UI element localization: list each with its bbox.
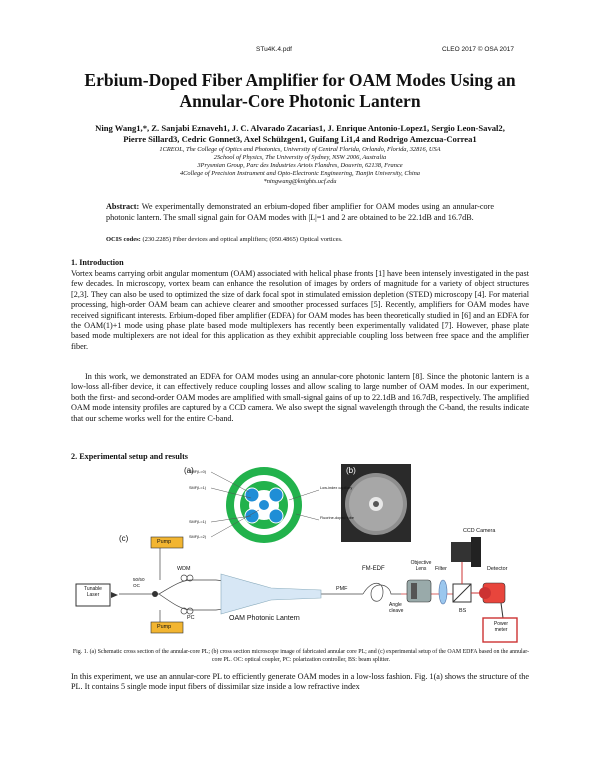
tunable-laser-label: Tunable Laser bbox=[84, 586, 102, 598]
running-header-conference: CLEO 2017 © OSA 2017 bbox=[442, 46, 515, 53]
affiliations: 1CREOL, The College of Optics and Photonics, University of Central Florida, Orlando, Florida, 32816, USA 2School of Physics, The University of Sydney, NSW 2006, Australia 3Prysmian Group, Parc des Industries Artois Flandres, Douvrin, 62138, France 4College of Precision Instrument and Opto-Electronic Engineering, Tianjin University, China *ningwang@knights.ucf.edu bbox=[159, 146, 441, 186]
author-list: Ning Wang1,*, Z. Sanjabi Eznaveh1, J. C. Alvarado Zacarias1, J. Enrique Antonio-Lopez1, Sergio Leon-Saval2, Pierre Sillard3, Cedric Gonnet3, Axel Schülzgen1, Guifang Li1,4 and Rodrigo Amezcua-Correa1 bbox=[95, 123, 505, 144]
section-heading-introduction: 1. Introduction bbox=[71, 258, 124, 267]
isolator-icon bbox=[111, 592, 118, 598]
figure-1-drawing bbox=[71, 462, 531, 647]
fmedf-label: FM-EDF bbox=[362, 566, 385, 572]
abstract: Abstract: We experimentally demonstrated an erbium-doped fiber amplifier for OAM modes using an annular-core photonic lantern. The small signal gain for OAM modes with |L|=1 and 2 are obtained to be 22.1dB and 16.7dB. bbox=[106, 202, 494, 222]
filter-label: Filter bbox=[435, 566, 447, 572]
figure-1: (a) (b) (c) SMF(L=0) SMF(L=1) SMF(L=1) SMF(L=2) Low-index capillary Fluorine-doped tube Pump Pump Tunable Laser 50/50 OC WDM PC OAM Photonic Lantern PMF FM-EDF Angle cleave Objective Lens Filter BS CCD Camera Detector Power meter bbox=[71, 462, 531, 647]
pump-label-top: Pump bbox=[157, 539, 172, 545]
pump-label-bottom: Pump bbox=[157, 624, 172, 630]
figure-label-b: (b) bbox=[346, 466, 356, 475]
figure-label-a: (a) bbox=[184, 466, 194, 475]
figure-label-c: (c) bbox=[119, 534, 129, 543]
section-heading-setup: 2. Experimental setup and results bbox=[71, 452, 188, 461]
photonic-lantern-taper bbox=[221, 574, 321, 614]
intro-paragraph-2: In this work, we demonstrated an EDFA for OAM modes using an annular-core photonic lantern [8]. Since the photonic lantern is a low-loss all-fiber device, it can effectively reduce coupling losses and allow scaling to large number of OAM modes. In our experiment, both the first- and second-order OAM modes are amplified with small-signal gains of up to 22.1dB and 16.7dB, respectively. The amplified OAM mode intensity profiles are captured by a CCD camera. We also swept the signal wavelength through the C-band, the results indicate that our scheme works well for the entire C-band. bbox=[71, 372, 529, 423]
angle-cleave-label: Angle cleave bbox=[389, 602, 404, 614]
filter-icon bbox=[439, 580, 447, 604]
detector-label: Detector bbox=[487, 566, 508, 572]
paper-title: Erbium-Doped Fiber Amplifier for OAM Modes Using an Annular-Core Photonic Lantern bbox=[84, 70, 516, 111]
setup-paragraph-1: In this experiment, we use an annular-core PL to efficiently generate OAM modes in a low-loss fashion. Fig. 1(a) shows the structure of the PL. It contains 5 single mode input fibers of dissimilar size inside a low refractive index bbox=[71, 672, 529, 692]
power-meter-label: Power meter bbox=[493, 621, 509, 633]
bs-label: BS bbox=[459, 608, 467, 614]
ccd-camera-icon bbox=[451, 542, 473, 562]
pmf-label: PMF bbox=[336, 586, 348, 592]
running-header-id: STu4K.4.pdf bbox=[256, 46, 292, 53]
pc-label: PC bbox=[187, 615, 195, 621]
figure-caption: Fig. 1. (a) Schematic cross section of the annular-core PL; (b) cross section microscope image of fabricated annular core PL; and (c) experimental setup of the OAM EDFA based on the annular-core PL. OC: optical coupler, PC: polarization controller, BS: beam splitter. bbox=[72, 649, 530, 663]
coupler-label: 50/50 OC bbox=[133, 577, 145, 588]
ocis-codes: OCIS codes: (230.2285) Fiber devices and optical amplifiers; (050.4865) Optical vortices. bbox=[106, 236, 343, 243]
lantern-label: OAM Photonic Lantern bbox=[229, 615, 300, 622]
intro-paragraph-1: Vortex beams carrying orbit angular momentum (OAM) associated with helical phase fronts [1] have been intensely investigated in the past few decades. In microscopy, vortex beam can enhance the resolution of images by orders of magnitude for a variety of object structures [2,3]. They can also be used to optimized the size of dark focal spot in stimulated emission depletion (STED) microscopy [4]. For material processing, high-order OAM beam can achieve clearer and smoother processed surfaces [5]. Recently, amplifiers for OAM modes have received significant interests. Erbium-doped fiber amplifier (EDFA) for OAM modes has been theoretically studied in [6] and an EDFA for the OAM(1)+1 mode using phase plate based mode multiplexers has recently been experimentally validated [7]. However, phase plate based mode multiplexers are not ideal for this application as they exhibit appreciable coupling loss between free space and the amplifier fiber. bbox=[71, 269, 529, 351]
wdm-label: WDM bbox=[177, 566, 191, 572]
objective-lens bbox=[407, 580, 431, 602]
objective-lens-label: Objective Lens bbox=[410, 560, 432, 572]
ccd-camera-label: CCD Camera bbox=[463, 528, 496, 534]
